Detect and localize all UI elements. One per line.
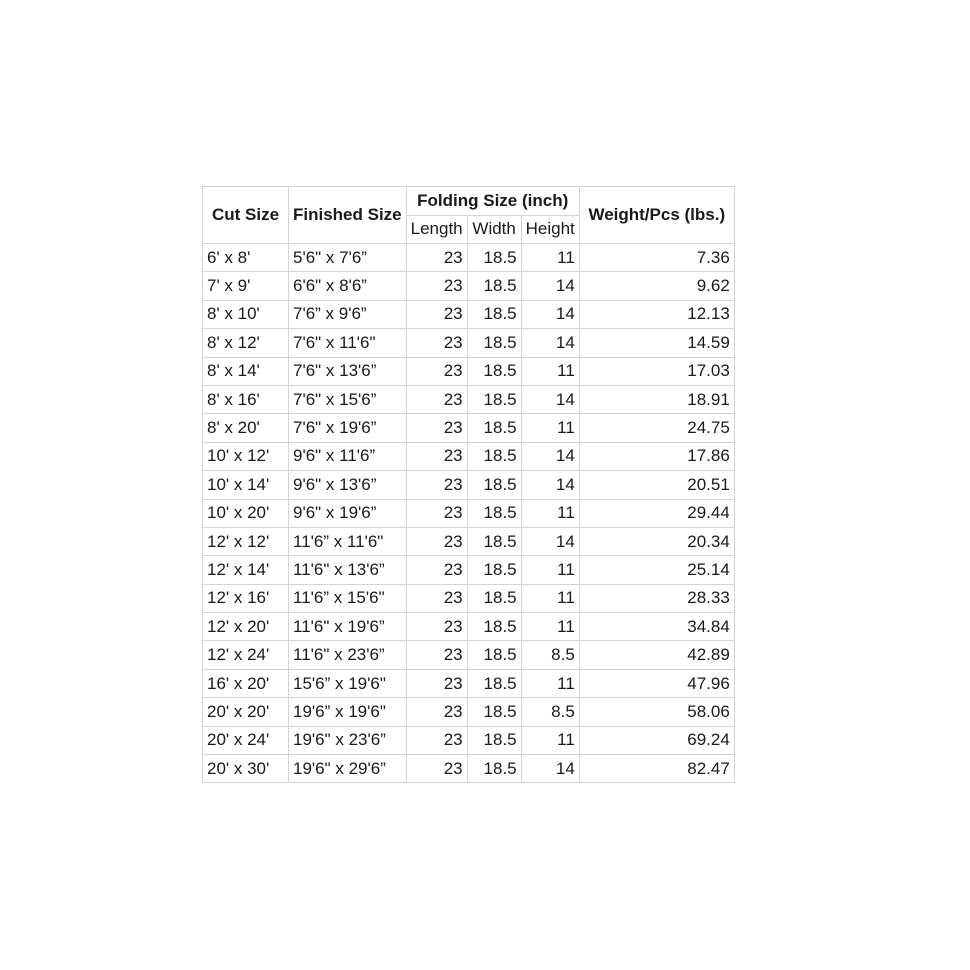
cell-weight: 25.14 [579, 556, 734, 584]
cell-weight: 20.51 [579, 471, 734, 499]
cell-width: 18.5 [467, 471, 521, 499]
table-row [203, 669, 735, 697]
cell-weight: 34.84 [579, 613, 734, 641]
cell-finished-size: 19'6” x 19'6" [289, 698, 407, 726]
cell-weight: 17.03 [579, 357, 734, 385]
table-row [203, 556, 735, 584]
cell-height: 14 [521, 385, 579, 413]
cell-cut-size: 10' x 20' [203, 499, 289, 527]
header-length: Length [406, 215, 467, 244]
cell-length: 23 [406, 357, 467, 385]
cell-cut-size: 12' x 12' [203, 527, 289, 555]
cell-width: 18.5 [467, 726, 521, 754]
cell-cut-size: 8' x 10' [203, 300, 289, 328]
cell-finished-size: 11'6" x 13'6” [289, 556, 407, 584]
cell-weight: 47.96 [579, 669, 734, 697]
cell-height: 11 [521, 669, 579, 697]
table-row [203, 613, 735, 641]
cell-weight: 29.44 [579, 499, 734, 527]
table-row [203, 471, 735, 499]
table-row [203, 414, 735, 442]
cell-width: 18.5 [467, 641, 521, 669]
cell-width: 18.5 [467, 499, 521, 527]
table-row [203, 244, 735, 272]
cell-height: 14 [521, 329, 579, 357]
table-row [203, 584, 735, 612]
cell-finished-size: 9'6" x 19'6” [289, 499, 407, 527]
cell-width: 18.5 [467, 613, 521, 641]
cell-weight: 28.33 [579, 584, 734, 612]
header-weight: Weight/Pcs (lbs.) [579, 187, 734, 244]
cell-length: 23 [406, 726, 467, 754]
table-header [203, 187, 735, 244]
table-row [203, 357, 735, 385]
cell-height: 11 [521, 244, 579, 272]
cell-finished-size: 11'6” x 15'6" [289, 584, 407, 612]
cell-finished-size: 11'6” x 11'6" [289, 527, 407, 555]
cell-length: 23 [406, 414, 467, 442]
cell-weight: 18.91 [579, 385, 734, 413]
cell-finished-size: 7'6” x 9'6” [289, 300, 407, 328]
cell-height: 8.5 [521, 698, 579, 726]
cell-finished-size: 9'6" x 11'6” [289, 442, 407, 470]
cell-height: 14 [521, 527, 579, 555]
cell-width: 18.5 [467, 755, 521, 783]
cell-height: 11 [521, 357, 579, 385]
cell-cut-size: 20' x 20' [203, 698, 289, 726]
cell-height: 14 [521, 755, 579, 783]
cell-weight: 7.36 [579, 244, 734, 272]
cell-height: 14 [521, 471, 579, 499]
table-row [203, 272, 735, 300]
cell-width: 18.5 [467, 385, 521, 413]
cell-width: 18.5 [467, 272, 521, 300]
table-row [203, 499, 735, 527]
cell-height: 11 [521, 726, 579, 754]
cell-weight: 69.24 [579, 726, 734, 754]
cell-cut-size: 10' x 12' [203, 442, 289, 470]
cell-cut-size: 12' x 20' [203, 613, 289, 641]
cell-length: 23 [406, 584, 467, 612]
cell-weight: 20.34 [579, 527, 734, 555]
size-table [202, 186, 735, 783]
cell-cut-size: 6' x 8' [203, 244, 289, 272]
cell-height: 14 [521, 300, 579, 328]
cell-cut-size: 12' x 24' [203, 641, 289, 669]
cell-height: 8.5 [521, 641, 579, 669]
cell-finished-size: 6'6" x 8'6” [289, 272, 407, 300]
cell-height: 11 [521, 584, 579, 612]
cell-height: 11 [521, 414, 579, 442]
header-height: Height [521, 215, 579, 244]
cell-cut-size: 8' x 20' [203, 414, 289, 442]
cell-weight: 12.13 [579, 300, 734, 328]
cell-weight: 14.59 [579, 329, 734, 357]
table-row [203, 698, 735, 726]
table-row [203, 641, 735, 669]
cell-weight: 82.47 [579, 755, 734, 783]
cell-height: 14 [521, 272, 579, 300]
cell-cut-size: 20' x 24' [203, 726, 289, 754]
header-folding-size: Folding Size (inch) [406, 187, 579, 216]
cell-width: 18.5 [467, 357, 521, 385]
cell-finished-size: 15'6” x 19'6" [289, 669, 407, 697]
cell-finished-size: 11'6" x 23'6” [289, 641, 407, 669]
table-body [203, 244, 735, 783]
cell-cut-size: 12' x 14' [203, 556, 289, 584]
cell-finished-size: 19'6" x 23'6” [289, 726, 407, 754]
cell-finished-size: 7'6" x 13'6” [289, 357, 407, 385]
table-row [203, 442, 735, 470]
cell-cut-size: 20' x 30' [203, 755, 289, 783]
cell-weight: 9.62 [579, 272, 734, 300]
cell-width: 18.5 [467, 527, 521, 555]
cell-finished-size: 7'6" x 19'6” [289, 414, 407, 442]
cell-length: 23 [406, 755, 467, 783]
header-width: Width [467, 215, 521, 244]
cell-weight: 17.86 [579, 442, 734, 470]
cell-width: 18.5 [467, 556, 521, 584]
cell-height: 14 [521, 442, 579, 470]
cell-height: 11 [521, 556, 579, 584]
cell-width: 18.5 [467, 244, 521, 272]
cell-length: 23 [406, 385, 467, 413]
cell-width: 18.5 [467, 300, 521, 328]
header-cut-size: Cut Size [203, 187, 289, 244]
header-finished-size: Finished Size [289, 187, 407, 244]
cell-length: 23 [406, 244, 467, 272]
cell-width: 18.5 [467, 584, 521, 612]
cell-length: 23 [406, 272, 467, 300]
cell-weight: 24.75 [579, 414, 734, 442]
table-row [203, 527, 735, 555]
cell-weight: 42.89 [579, 641, 734, 669]
cell-cut-size: 8' x 16' [203, 385, 289, 413]
cell-finished-size: 9'6" x 13'6” [289, 471, 407, 499]
cell-cut-size: 10' x 14' [203, 471, 289, 499]
cell-length: 23 [406, 499, 467, 527]
table-row [203, 755, 735, 783]
cell-finished-size: 7'6" x 15'6” [289, 385, 407, 413]
cell-length: 23 [406, 329, 467, 357]
cell-weight: 58.06 [579, 698, 734, 726]
cell-length: 23 [406, 641, 467, 669]
cell-height: 11 [521, 499, 579, 527]
table-row [203, 300, 735, 328]
cell-finished-size: 19'6" x 29'6” [289, 755, 407, 783]
cell-width: 18.5 [467, 669, 521, 697]
cell-length: 23 [406, 527, 467, 555]
table-row [203, 726, 735, 754]
cell-length: 23 [406, 300, 467, 328]
cell-width: 18.5 [467, 698, 521, 726]
cell-width: 18.5 [467, 442, 521, 470]
cell-finished-size: 11'6" x 19'6” [289, 613, 407, 641]
cell-length: 23 [406, 698, 467, 726]
cell-cut-size: 7' x 9' [203, 272, 289, 300]
cell-length: 23 [406, 613, 467, 641]
cell-finished-size: 7'6" x 11'6" [289, 329, 407, 357]
table-row [203, 329, 735, 357]
cell-length: 23 [406, 556, 467, 584]
size-table-container [202, 186, 735, 783]
cell-width: 18.5 [467, 329, 521, 357]
cell-finished-size: 5'6" x 7'6” [289, 244, 407, 272]
cell-length: 23 [406, 471, 467, 499]
cell-cut-size: 12' x 16' [203, 584, 289, 612]
cell-length: 23 [406, 442, 467, 470]
cell-cut-size: 8' x 12' [203, 329, 289, 357]
table-row [203, 385, 735, 413]
cell-cut-size: 8' x 14' [203, 357, 289, 385]
cell-length: 23 [406, 669, 467, 697]
cell-width: 18.5 [467, 414, 521, 442]
cell-height: 11 [521, 613, 579, 641]
cell-cut-size: 16' x 20' [203, 669, 289, 697]
